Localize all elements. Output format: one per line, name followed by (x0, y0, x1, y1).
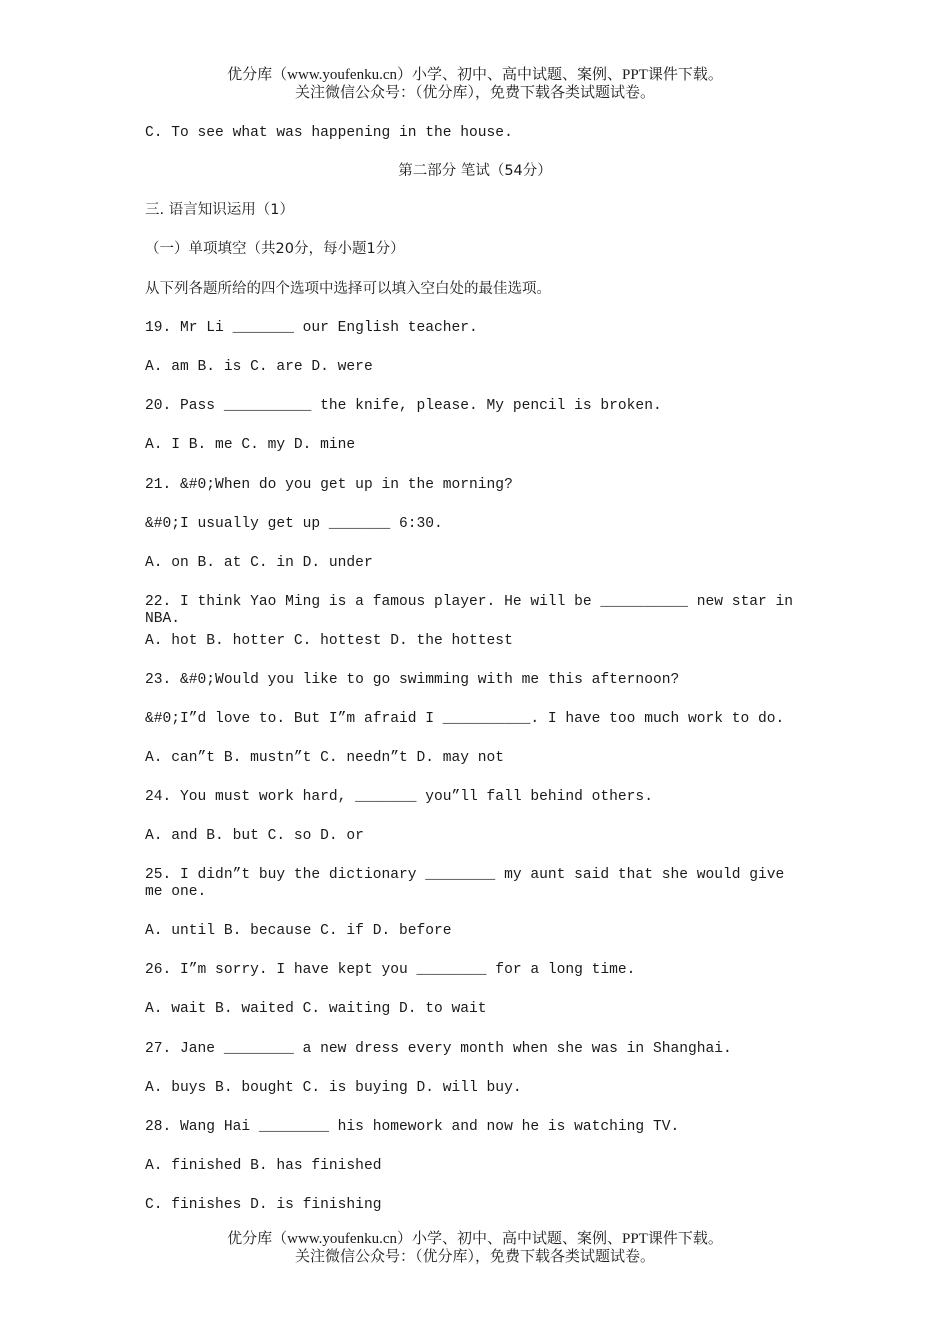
question-21-reply: &#0;I usually get up _______ 6:30. (145, 516, 443, 532)
question-21-options: A. on B. at C. in D. under (145, 555, 373, 571)
question-26-options: A. wait B. waited C. waiting D. to wait (145, 1001, 487, 1017)
question-24: 24. You must work hard, _______ you”ll fall behind others. (145, 789, 653, 805)
question-23-options: A. can”t B. mustn”t C. needn”t D. may not (145, 750, 505, 766)
question-28: 28. Wang Hai ________ his homework and now he is watching TV. (145, 1119, 680, 1135)
question-19: 19. Mr Li _______ our English teacher. (145, 320, 478, 336)
page-footer (0, 1230, 950, 1266)
question-22-options: A. hot B. hotter C. hottest D. the hottest (145, 633, 513, 649)
question-25: 25. I didn”t buy the dictionary ________ my aunt said that she would give me one. (145, 867, 794, 900)
subsection-title: （一）单项填空（共20分，每小题1分） (145, 241, 405, 257)
page-header (0, 66, 950, 102)
footer-line-2: 关注微信公众号：（优分库），免费下载各类试题试卷。 (294, 1249, 655, 1265)
question-25-options: A. until B. because C. if D. before (145, 923, 452, 939)
question-23: 23. &#0;Would you like to go swimming with me this afternoon? (145, 672, 680, 688)
question-28-options-cd: C. finishes D. is finishing (145, 1197, 382, 1213)
question-27: 27. Jane ________ a new dress every month when she was in Shanghai. (145, 1041, 732, 1057)
question-23-reply: &#0;I”d love to. But I”m afraid I __________. I have too much work to do. (145, 711, 785, 727)
header-line-1: 优分库（www.youfenku.cn）小学、初中、高中试题、案例、PPT课件下载。 (227, 67, 723, 83)
section-title: 三. 语言知识运用（1） (145, 202, 294, 218)
header-line-2: 关注微信公众号：（优分库），免费下载各类试题试卷。 (294, 85, 655, 101)
footer-line-1: 优分库（www.youfenku.cn）小学、初中、高中试题、案例、PPT课件下载。 (227, 1231, 723, 1247)
question-24-options: A. and B. but C. so D. or (145, 828, 364, 844)
question-20-options: A. I B. me C. my D. mine (145, 437, 356, 453)
question-20: 20. Pass __________ the knife, please. My pencil is broken. (145, 398, 662, 414)
question-21: 21. &#0;When do you get up in the morning? (145, 477, 513, 493)
question-22: 22. I think Yao Ming is a famous player. He will be __________ new star in NBA. (145, 594, 802, 627)
question-26: 26. I”m sorry. I have kept you ________ for a long time. (145, 962, 636, 978)
part-title: 第二部分 笔试（54分） (398, 163, 552, 179)
question-28-options-ab: A. finished B. has finished (145, 1158, 382, 1174)
question-27-options: A. buys B. bought C. is buying D. will buy. (145, 1080, 522, 1096)
instruction: 从下列各题所给的四个选项中选择可以填入空白处的最佳选项。 (145, 281, 551, 297)
prev-question-option-c: C. To see what was happening in the house. (145, 125, 513, 141)
question-19-options: A. am B. is C. are D. were (145, 359, 373, 375)
